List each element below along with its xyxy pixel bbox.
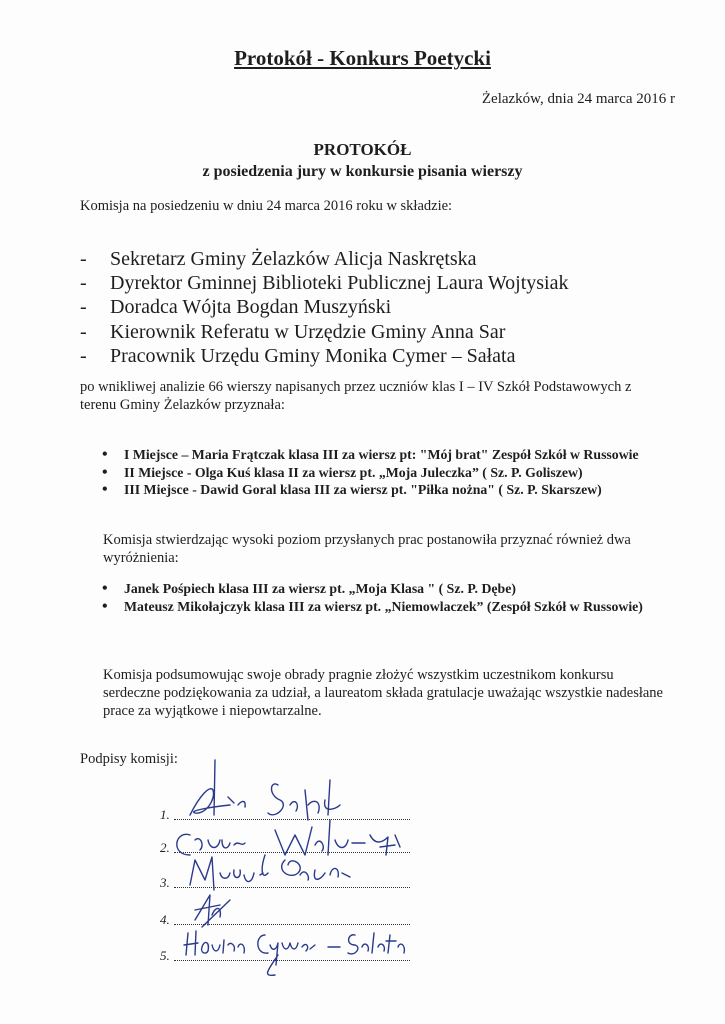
distinction-list (100, 580, 660, 615)
signature-line: 4. (160, 898, 410, 928)
signature-1 (190, 760, 340, 820)
closing-paragraph: Komisja podsumowując swoje obrady pragnie złożyć wszystkim uczestnikom konkursu serdeczne podziękowania za udział, a laureatom składa gratulacje uważając wszystkie nadesłane prace za wyjątkowe i niepowtarzalne. (103, 667, 663, 719)
jury-member: - Dyrektor Gminnej Biblioteki Publicznej Laura Wojtysiak (80, 272, 569, 295)
signature-4 (195, 895, 230, 927)
jury-member-list (80, 247, 569, 368)
signature-3 (190, 855, 350, 890)
distinction-intro: Komisja stwierdzając wysoki poziom przysłanych prac postanowiła przyznać również dwa wyróżnienia: (103, 532, 631, 566)
distinction-item: • Mateusz Mikołajczyk klasa III za wiersz pt. „Niemowlaczek” (Zespół Szkół w Russowie) (100, 598, 660, 616)
date-line: Żelazków, dnia 24 marca 2016 r (481, 91, 675, 107)
protocol-subtitle: z posiedzenia jury w konkursie pisania wierszy (202, 163, 523, 180)
signature-2 (177, 820, 400, 855)
jury-member: - Doradca Wójta Bogdan Muszyński (80, 296, 392, 319)
intro-text: Komisja na posiedzeniu w dniu 24 marca 2016 roku w składzie: (80, 198, 453, 214)
award-item: • I Miejsce – Maria Frątczak klasa III za wiersz pt: "Mój brat" Zespół Szkół w Russowie (100, 446, 660, 464)
protocol-title: PROTOKÓŁ (313, 140, 412, 159)
signature-line: 3. (160, 861, 410, 891)
signatures-label: Podpisy komisji: (80, 751, 178, 767)
distinction-item: • Janek Pośpiech klasa III za wiersz pt. „Moja Klasa " ( Sz. P. Dębe) (100, 580, 660, 598)
award-list (100, 446, 660, 499)
handwritten-signatures (150, 755, 450, 985)
jury-member: - Sekretarz Gminy Żelazków Alicja Naskrętska (80, 248, 477, 270)
signature-line: 1. (160, 793, 410, 823)
signature-line: 5. (160, 934, 410, 964)
jury-member: - Kierownik Referatu w Urzędzie Gminy Anna Sar (80, 320, 506, 343)
analysis-paragraph: po wnikliwej analizie 66 wierszy napisanych przez uczniów klas I – IV Szkół Podstawowych z terenu Gminy Żelazków przyznała: (80, 379, 632, 413)
signature-5 (184, 931, 404, 975)
document-title: Protokół - Konkurs Poetycki (234, 46, 491, 70)
award-item: • III Miejsce - Dawid Goral klasa III za wiersz pt. "Piłka nożna" ( Sz. P. Skarszew) (100, 481, 660, 499)
award-item: • II Miejsce - Olga Kuś klasa II za wiersz pt. „Moja Juleczka” ( Sz. P. Goliszew) (100, 464, 660, 482)
jury-member: - Pracownik Urzędu Gminy Monika Cymer – Sałata (80, 344, 516, 367)
signature-line: 2. (160, 826, 410, 856)
